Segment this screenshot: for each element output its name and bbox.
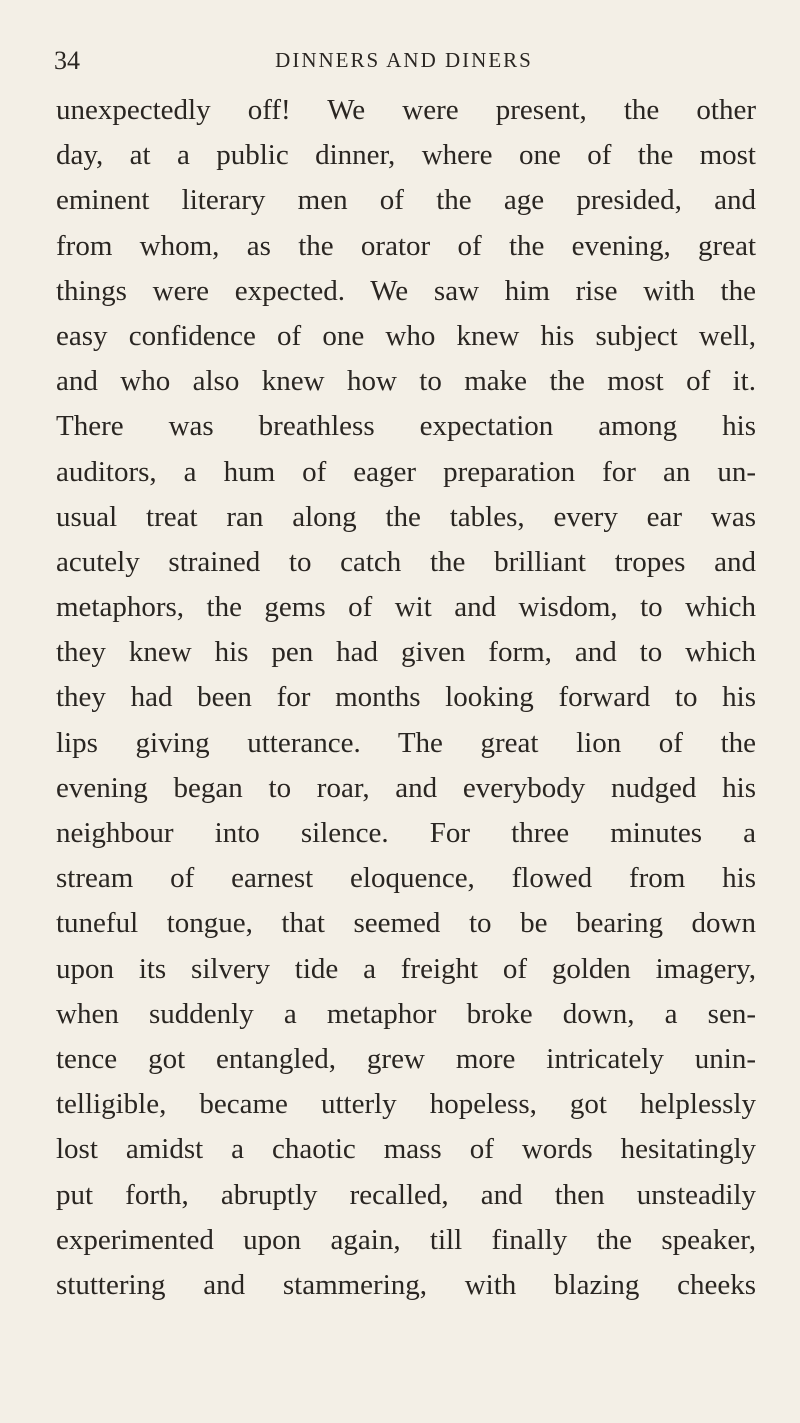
text-line: stuttering and stammering, with blazing cheeks <box>56 1268 756 1301</box>
page-number: 34 <box>54 46 80 75</box>
text-line: There was breathless expectation among his <box>56 410 756 443</box>
running-head <box>54 46 754 76</box>
text-line: lips giving utterance. The great lion of the <box>56 726 756 759</box>
text-line: evening began to roar, and everybody nudged his <box>56 771 756 804</box>
text-line: easy confidence of one who knew his subject well, <box>56 319 756 352</box>
text-line: day, at a public dinner, where one of the most <box>56 139 756 172</box>
text-line: tuneful tongue, that seemed to be bearing down <box>56 907 756 940</box>
text-line: when suddenly a metaphor broke down, a sen- <box>56 997 756 1030</box>
text-line: unexpectedly off! We were present, the other <box>56 94 756 126</box>
text-line: they knew his pen had given form, and to which <box>56 636 756 669</box>
text-line: things were expected. We saw him rise with the <box>56 274 756 307</box>
text-line: upon its silvery tide a freight of golden imagery, <box>56 952 756 985</box>
text-line: neighbour into silence. For three minutes a <box>56 817 756 849</box>
text-line: tence got entangled, grew more intricately unin- <box>56 1042 756 1075</box>
text-line: acutely strained to catch the brilliant tropes and <box>56 545 756 578</box>
text-line: telligible, became utterly hopeless, got helplessly <box>56 1088 756 1121</box>
body-text <box>56 88 756 1308</box>
text-line: auditors, a hum of eager preparation for an un- <box>56 455 756 488</box>
text-line: and who also knew how to make the most of it. <box>56 365 756 398</box>
text-line: they had been for months looking forward to his <box>56 681 756 714</box>
text-line: lost amidst a chaotic mass of words hesitatingly <box>56 1133 756 1166</box>
text-line: eminent literary men of the age presided, and <box>56 184 756 217</box>
running-title: DINNERS AND DINERS <box>275 48 533 72</box>
text-line: stream of earnest eloquence, flowed from his <box>56 862 756 895</box>
text-line: put forth, abruptly recalled, and then unsteadily <box>56 1178 756 1211</box>
text-line: metaphors, the gems of wit and wisdom, to which <box>56 591 756 624</box>
text-line: experimented upon again, till finally the speaker, <box>56 1223 756 1256</box>
text-line: from whom, as the orator of the evening, great <box>56 229 756 262</box>
text-line: usual treat ran along the tables, every ear was <box>56 500 756 533</box>
